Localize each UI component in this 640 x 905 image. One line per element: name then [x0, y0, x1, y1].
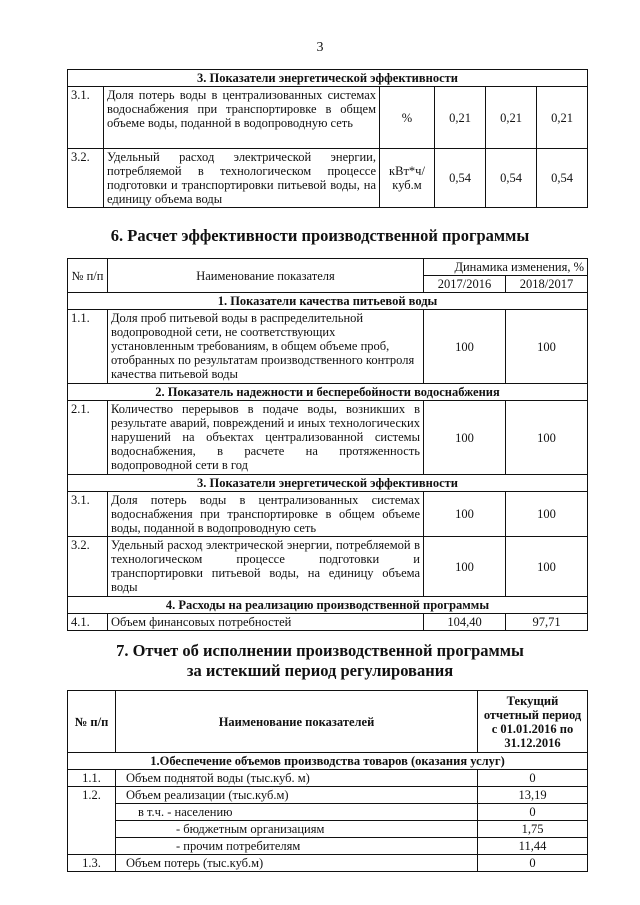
value-cell: 104,40 — [424, 614, 506, 631]
efficiency-table — [67, 258, 588, 631]
row-number: 3.1. — [68, 492, 108, 537]
row-number: 3.1. — [68, 87, 104, 149]
row-number: 1.1. — [68, 310, 108, 384]
indicator-name: Объем поднятой воды (тыс.куб. м) — [116, 770, 478, 787]
header-dynamics: Динамика изменения, % — [424, 259, 588, 276]
row-number: 1.2. — [68, 787, 116, 855]
section-7-heading-line1: 7. Отчет об исполнении производственной программы — [116, 641, 524, 660]
value-cell: 0 — [478, 804, 588, 821]
value-cell: 100 — [506, 537, 588, 597]
value-cell: 0 — [478, 770, 588, 787]
header-period: Текущий отчетный период с 01.01.2016 по 31.12.2016 — [478, 691, 588, 753]
row-number: 3.2. — [68, 537, 108, 597]
row-number: 4.1. — [68, 614, 108, 631]
value-cell: 0 — [478, 855, 588, 872]
indicator-name: Доля проб питьевой воды в распределительной водопроводной сети, не соответствующих установленным требованиям, в общем объеме проб, отобранных по результатам производственного контроля качества питьевой воды — [108, 310, 424, 384]
indicator-name: Удельный расход электрической энергии, потребляемой в технологическом процессе подготовки и транспортировки питьевой воды, на единицу объема воды — [108, 537, 424, 597]
header-num: № п/п — [68, 259, 108, 293]
value-cell: 11,44 — [478, 838, 588, 855]
indicator-name: Объем потерь (тыс.куб.м) — [116, 855, 478, 872]
header-name: Наименование показателя — [108, 259, 424, 293]
group-title: 1.Обеспечение объемов производства товаров (оказания услуг) — [68, 753, 588, 770]
row-number: 1.1. — [68, 770, 116, 787]
indicator-name: - бюджетным организациям — [116, 821, 478, 838]
indicator-name: Доля потерь воды в централизованных системах водоснабжения при транспортировке в общем объеме воды, поданной в водопроводную сеть — [104, 87, 380, 149]
row-number: 2.1. — [68, 401, 108, 475]
unit: % — [380, 87, 435, 149]
indicator-name: Объем реализации (тыс.куб.м) — [116, 787, 478, 804]
value-cell: 0,54 — [537, 149, 588, 208]
group-title: 2. Показатель надежности и бесперебойности водоснабжения — [68, 384, 588, 401]
unit: кВт*ч/ куб.м — [380, 149, 435, 208]
page-number: 3 — [316, 40, 324, 55]
header-num: № п/п — [68, 691, 116, 753]
value-cell: 1,75 — [478, 821, 588, 838]
section-title: 3. Показатели энергетической эффективности — [68, 70, 588, 87]
value-cell: 97,71 — [506, 614, 588, 631]
value-cell: 0,21 — [435, 87, 486, 149]
report-table — [67, 690, 588, 872]
row-number: 1.3. — [68, 855, 116, 872]
value-cell: 0,54 — [486, 149, 537, 208]
value-cell: 100 — [424, 310, 506, 384]
indicator-name: Удельный расход электрической энергии, потребляемой в технологическом процессе подготовки и транспортировки питьевой воды, на единицу объема воды — [104, 149, 380, 208]
value-cell: 0,21 — [486, 87, 537, 149]
energy-efficiency-table — [67, 69, 588, 208]
group-title: 3. Показатели энергетической эффективности — [68, 475, 588, 492]
value-cell: 100 — [506, 310, 588, 384]
indicator-name: в т.ч. - населению — [116, 804, 478, 821]
row-number: 3.2. — [68, 149, 104, 208]
value-cell: 100 — [424, 401, 506, 475]
value-cell: 100 — [506, 492, 588, 537]
value-cell: 13,19 — [478, 787, 588, 804]
indicator-name: - прочим потребителям — [116, 838, 478, 855]
indicator-name: Количество перерывов в подаче воды, возникших в результате аварий, повреждений и иных технологических нарушений на объектах централизованной системы водоснабжения, в расчете на протяженность водопроводной сети в год — [108, 401, 424, 475]
group-title: 1. Показатели качества питьевой воды — [68, 293, 588, 310]
value-cell: 100 — [424, 492, 506, 537]
section-7-heading-line2: за истекший период регулирования — [186, 661, 454, 680]
header-name: Наименование показателей — [116, 691, 478, 753]
indicator-name: Доля потерь воды в централизованных системах водоснабжения при транспортировке в общем объеме воды, поданной в водопроводную сеть — [108, 492, 424, 537]
value-cell: 0,54 — [435, 149, 486, 208]
section-6-heading: 6. Расчет эффективности производственной программы — [110, 226, 530, 245]
value-cell: 0,21 — [537, 87, 588, 149]
group-title: 4. Расходы на реализацию производственной программы — [68, 597, 588, 614]
header-period: 2017/2016 — [424, 276, 506, 293]
indicator-name: Объем финансовых потребностей — [108, 614, 424, 631]
value-cell: 100 — [424, 537, 506, 597]
value-cell: 100 — [506, 401, 588, 475]
header-period: 2018/2017 — [506, 276, 588, 293]
